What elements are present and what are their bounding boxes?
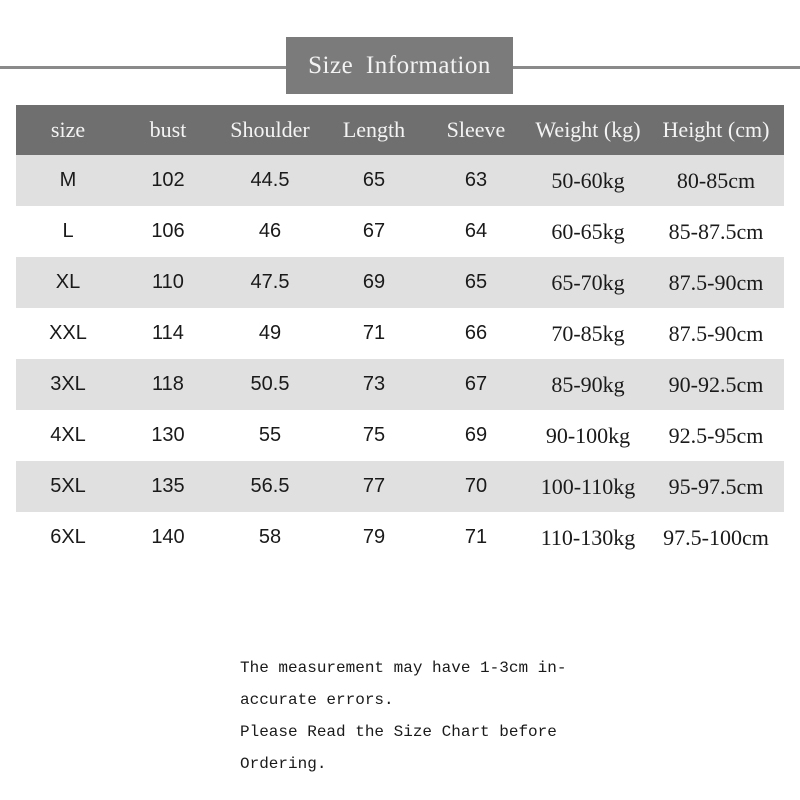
cell-weight: 85-90kg	[528, 359, 648, 410]
note-line: Ordering.	[240, 755, 327, 773]
cell-bust: 102	[120, 155, 216, 206]
table-row	[16, 257, 784, 308]
cell-bust: 135	[120, 461, 216, 512]
cell-size: 3XL	[16, 359, 120, 410]
cell-length: 79	[324, 512, 424, 563]
cell-weight: 90-100kg	[528, 410, 648, 461]
cell-length: 67	[324, 206, 424, 257]
cell-size: XXL	[16, 308, 120, 359]
cell-height: 92.5-95cm	[648, 410, 784, 461]
table-header-row	[16, 105, 784, 155]
cell-height: 95-97.5cm	[648, 461, 784, 512]
header-size: size	[16, 105, 120, 155]
cell-height: 87.5-90cm	[648, 257, 784, 308]
header-bust: bust	[120, 105, 216, 155]
cell-height: 97.5-100cm	[648, 512, 784, 563]
cell-bust: 140	[120, 512, 216, 563]
table-row	[16, 410, 784, 461]
cell-weight: 50-60kg	[528, 155, 648, 206]
cell-height: 80-85cm	[648, 155, 784, 206]
header-sleeve: Sleeve	[424, 105, 528, 155]
page-title: Size Information	[286, 37, 513, 94]
table-row	[16, 461, 784, 512]
cell-sleeve: 64	[424, 206, 528, 257]
cell-shoulder: 44.5	[216, 155, 324, 206]
header-length: Length	[324, 105, 424, 155]
cell-size: L	[16, 206, 120, 257]
cell-size: XL	[16, 257, 120, 308]
header-shoulder: Shoulder	[216, 105, 324, 155]
cell-weight: 70-85kg	[528, 308, 648, 359]
cell-shoulder: 56.5	[216, 461, 324, 512]
cell-shoulder: 58	[216, 512, 324, 563]
table-row	[16, 359, 784, 410]
cell-size: 5XL	[16, 461, 120, 512]
cell-weight: 110-130kg	[528, 512, 648, 563]
cell-length: 69	[324, 257, 424, 308]
cell-size: 4XL	[16, 410, 120, 461]
note-line: accurate errors.	[240, 691, 394, 709]
cell-weight: 100-110kg	[528, 461, 648, 512]
cell-sleeve: 67	[424, 359, 528, 410]
cell-length: 73	[324, 359, 424, 410]
cell-sleeve: 69	[424, 410, 528, 461]
table-row	[16, 512, 784, 563]
cell-height: 85-87.5cm	[648, 206, 784, 257]
cell-bust: 106	[120, 206, 216, 257]
cell-length: 77	[324, 461, 424, 512]
cell-weight: 60-65kg	[528, 206, 648, 257]
cell-height: 87.5-90cm	[648, 308, 784, 359]
note-line: The measurement may have 1-3cm in-	[240, 659, 567, 677]
measurement-note	[240, 652, 566, 780]
table-row	[16, 155, 784, 206]
cell-shoulder: 50.5	[216, 359, 324, 410]
cell-shoulder: 55	[216, 410, 324, 461]
note-line: Please Read the Size Chart before	[240, 723, 557, 741]
cell-bust: 130	[120, 410, 216, 461]
cell-bust: 114	[120, 308, 216, 359]
header-weight: Weight (kg)	[528, 105, 648, 155]
cell-length: 75	[324, 410, 424, 461]
cell-length: 65	[324, 155, 424, 206]
cell-size: 6XL	[16, 512, 120, 563]
cell-sleeve: 70	[424, 461, 528, 512]
cell-bust: 118	[120, 359, 216, 410]
cell-shoulder: 46	[216, 206, 324, 257]
cell-shoulder: 47.5	[216, 257, 324, 308]
table-row	[16, 206, 784, 257]
cell-height: 90-92.5cm	[648, 359, 784, 410]
cell-shoulder: 49	[216, 308, 324, 359]
table-row	[16, 308, 784, 359]
cell-size: M	[16, 155, 120, 206]
cell-bust: 110	[120, 257, 216, 308]
header-height: Height (cm)	[648, 105, 784, 155]
cell-sleeve: 66	[424, 308, 528, 359]
cell-weight: 65-70kg	[528, 257, 648, 308]
cell-sleeve: 63	[424, 155, 528, 206]
cell-sleeve: 71	[424, 512, 528, 563]
cell-sleeve: 65	[424, 257, 528, 308]
size-table	[16, 105, 784, 563]
cell-length: 71	[324, 308, 424, 359]
